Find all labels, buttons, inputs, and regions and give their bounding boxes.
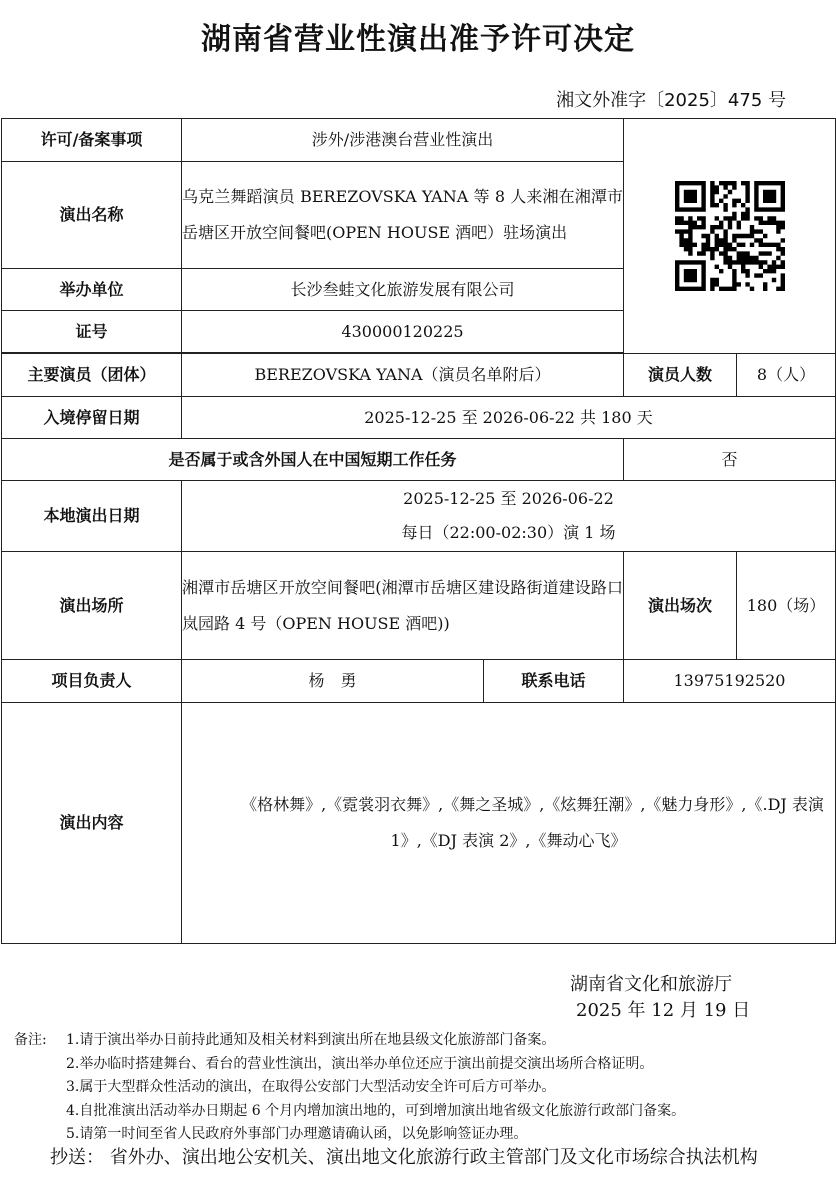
show-name-value: 乌克兰舞蹈演员 BEREZOVSKA YANA 等 8 人来湘在湘潭市岳塘区开放空间餐吧(OPEN HOUSE 酒吧）驻场演出 xyxy=(182,162,624,269)
manager-value: 杨 勇 xyxy=(182,660,484,703)
shortwork-value: 否 xyxy=(624,439,836,481)
matter-label: 许可/备案事项 xyxy=(2,119,182,162)
shortwork-label: 是否属于或含外国人在中国短期工作任务 xyxy=(2,439,624,481)
count-label: 演员人数 xyxy=(624,354,737,397)
localdate-label: 本地演出日期 xyxy=(2,481,182,552)
venue-label: 演出场所 xyxy=(2,552,182,660)
content-label: 演出内容 xyxy=(2,703,182,944)
note-item: 4.自批准演出活动举办日期起 6 个月内增加演出地的，可到增加演出地省级文化旅游行政部门备案。 xyxy=(66,1102,686,1119)
sessions-value: 180（场） xyxy=(737,552,836,660)
stay-label: 入境停留日期 xyxy=(2,397,182,439)
issue-date: 2025 年 12 月 19 日 xyxy=(576,1000,751,1021)
localdate-line1: 2025-12-25 至 2026-06-22 xyxy=(403,489,614,508)
cert-value: 430000120225 xyxy=(182,311,624,353)
show-name-label: 演出名称 xyxy=(2,162,182,269)
phone-label: 联系电话 xyxy=(484,660,624,703)
manager-label: 项目负责人 xyxy=(2,660,182,703)
cc-distribution: 抄送： 省外办、演出地公安机关、演出地文化旅游行政主管部门及文化市场综合执法机构 xyxy=(50,1147,758,1168)
note-item: 3.属于大型群众性活动的演出，在取得公安部门大型活动安全许可后方可举办。 xyxy=(66,1079,556,1095)
qr-code-icon xyxy=(675,181,785,291)
content-text: 《格林舞》,《霓裳羽衣舞》,《舞之圣城》,《炫舞狂潮》,《魅力身形》,《.DJ 表演 1》,《DJ 表演 2》,《舞动心飞》 xyxy=(241,795,824,850)
performer-value: BEREZOVSKA YANA（演员名单附后） xyxy=(182,354,624,397)
content-value xyxy=(182,703,836,944)
stay-value: 2025-12-25 至 2026-06-22 共 180 天 xyxy=(182,397,836,439)
qr-code-cell xyxy=(624,119,836,354)
notes-lead: 备注: xyxy=(14,1032,47,1048)
cert-label: 证号 xyxy=(2,311,182,353)
matter-value: 涉外/涉港澳台营业性演出 xyxy=(182,119,624,162)
phone-value: 13975192520 xyxy=(624,660,836,703)
permit-table xyxy=(1,118,836,944)
note-item: 5.请第一时间至省人民政府外事部门办理邀请确认函，以免影响签证办理。 xyxy=(66,1126,528,1142)
note-item: 1.请于演出举办日前持此通知及相关材料到演出所在地县级文化旅游部门备案。 xyxy=(66,1032,556,1048)
localdate-line2: 每日（22:00-02:30）演 1 场 xyxy=(401,523,616,542)
venue-value: 湘潭市岳塘区开放空间餐吧(湘潭市岳塘区建设路街道建设路口岚园路 4 号（OPEN HOUSE 酒吧)) xyxy=(182,552,624,660)
organizer-value: 长沙叁蛙文化旅游发展有限公司 xyxy=(182,269,624,311)
signature-block xyxy=(570,972,750,1024)
note-item: 2.举办临时搭建舞台、看台的营业性演出，演出举办单位还应于演出前提交演出场所合格证明。 xyxy=(66,1055,654,1072)
notes-block xyxy=(14,1029,685,1147)
document-number: 湘文外准字〔2025〕475 号 xyxy=(556,90,786,111)
organizer-label: 举办单位 xyxy=(2,269,182,311)
count-value: 8（人） xyxy=(737,354,836,397)
issuing-org: 湖南省文化和旅游厅 xyxy=(570,974,732,995)
localdate-value xyxy=(182,481,836,552)
performer-label: 主要演员（团体） xyxy=(2,354,182,397)
sessions-label: 演出场次 xyxy=(624,552,737,660)
document-title: 湖南省营业性演出准予许可决定 xyxy=(201,22,635,57)
